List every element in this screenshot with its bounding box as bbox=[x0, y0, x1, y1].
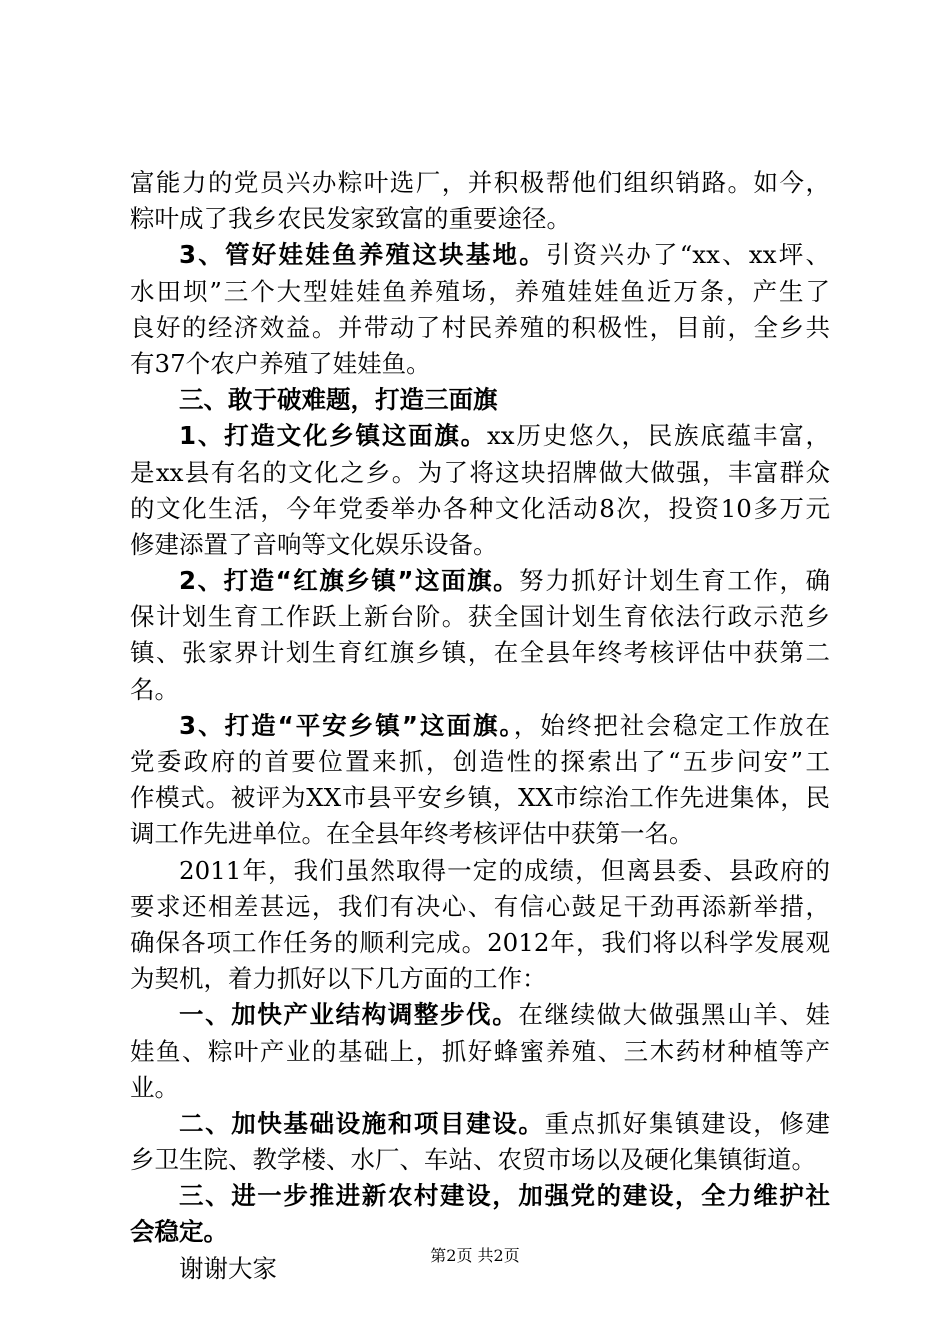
section-heading: 二、加快基础设施和项目建设。 bbox=[179, 1108, 545, 1138]
text-line: 粽叶成了我乡农民发家致富的重要途径。 bbox=[130, 204, 571, 234]
section-heading: 1、打造文化乡镇这面旗。 bbox=[179, 421, 487, 451]
text-line: 的文化生活，今年党委举办各种文化活动8次，投资10多万元 bbox=[130, 493, 830, 523]
text-line: 是xx县有名的文化之乡。为了将这块招牌做大做强，丰富群众 bbox=[130, 457, 830, 487]
text-line: 乡卫生院、教学楼、水厂、车站、农贸市场以及硬化集镇街道。 bbox=[130, 1145, 816, 1175]
section-heading: 2、打造“红旗乡镇”这面旗。 bbox=[179, 566, 520, 596]
closing-text: 谢谢大家 bbox=[179, 1253, 277, 1283]
page-number: 第2页 共2页 bbox=[430, 1246, 520, 1265]
text-line: 作模式。被评为XX市县平安乡镇，XX市综治工作先进集体，民 bbox=[130, 783, 830, 813]
text-line: 娃鱼、粽叶产业的基础上，抓好蜂蜜养殖、三木药材种植等产 bbox=[130, 1036, 830, 1066]
text-line: 保计划生育工作跃上新台阶。获全国计划生育依法行政示范乡 bbox=[130, 602, 830, 632]
text-run: 努力抓好计划生育工作，确 bbox=[519, 566, 830, 596]
text-line: 水田坝”三个大型娃娃鱼养殖场，养殖娃娃鱼近万条，产生了 bbox=[130, 276, 830, 306]
text-line: 修建添置了音响等文化娱乐设备。 bbox=[130, 529, 498, 559]
text-line: 2011年，我们虽然取得一定的成绩，但离县委、县政府的 bbox=[179, 855, 830, 885]
section-heading: 三、敢于破难题，打造三面旗 bbox=[179, 385, 498, 415]
section-heading: 3、管好娃娃鱼养殖这块基地。 bbox=[179, 240, 546, 270]
text-line bbox=[130, 563, 830, 599]
text-line: 名。 bbox=[130, 674, 179, 704]
text-run: xx历史悠久，民族底蕴丰富， bbox=[486, 421, 830, 451]
document-body bbox=[130, 165, 830, 1287]
text-line bbox=[130, 382, 830, 418]
text-line: 调工作先进单位。在全县年终考核评估中获第一名。 bbox=[130, 819, 694, 849]
page-footer bbox=[0, 1246, 950, 1266]
text-run: 引资兴办了“xx、xx坪、 bbox=[546, 240, 831, 270]
text-line: 有37个农户养殖了娃娃鱼。 bbox=[130, 348, 431, 378]
text-run: ，始终把社会稳定工作放在 bbox=[513, 710, 830, 740]
text-run: 重点抓好集镇建设，修建 bbox=[544, 1108, 831, 1138]
text-line bbox=[130, 418, 830, 454]
text-line: 确保各项工作任务的顺利完成。2012年，我们将以科学发展观 bbox=[130, 927, 830, 957]
text-run: 在继续做大做强黑山羊、娃 bbox=[518, 1000, 831, 1030]
section-heading: 三、进一步推进新农村建设，加强党的建设，全力维护社 bbox=[179, 1181, 830, 1211]
section-heading: 3、打造“平安乡镇”这面旗。 bbox=[179, 710, 514, 740]
text-line bbox=[130, 237, 830, 273]
section-heading: 会稳定。 bbox=[130, 1217, 228, 1247]
text-line bbox=[130, 1106, 830, 1142]
text-line: 富能力的党员兴办粽叶选厂，并积极帮他们组织销路。如今， bbox=[130, 168, 830, 197]
text-line: 镇、张家界计划生育红旗乡镇，在全县年终考核评估中获第二 bbox=[130, 638, 830, 668]
text-line bbox=[130, 997, 830, 1033]
text-line: 良好的经济效益。并带动了村民养殖的积极性，目前，全乡共 bbox=[130, 312, 830, 342]
section-heading: 一、加快产业结构调整步伐。 bbox=[179, 1000, 519, 1030]
text-line: 业。 bbox=[130, 1072, 179, 1102]
text-line: 党委政府的首要位置来抓，创造性的探索出了“五步问安”工 bbox=[130, 747, 830, 776]
text-line bbox=[130, 708, 830, 744]
text-line: 要求还相差甚远，我们有决心、有信心鼓足干劲再添新举措， bbox=[130, 891, 830, 921]
text-line: 为契机，着力抓好以下几方面的工作： bbox=[130, 964, 547, 994]
